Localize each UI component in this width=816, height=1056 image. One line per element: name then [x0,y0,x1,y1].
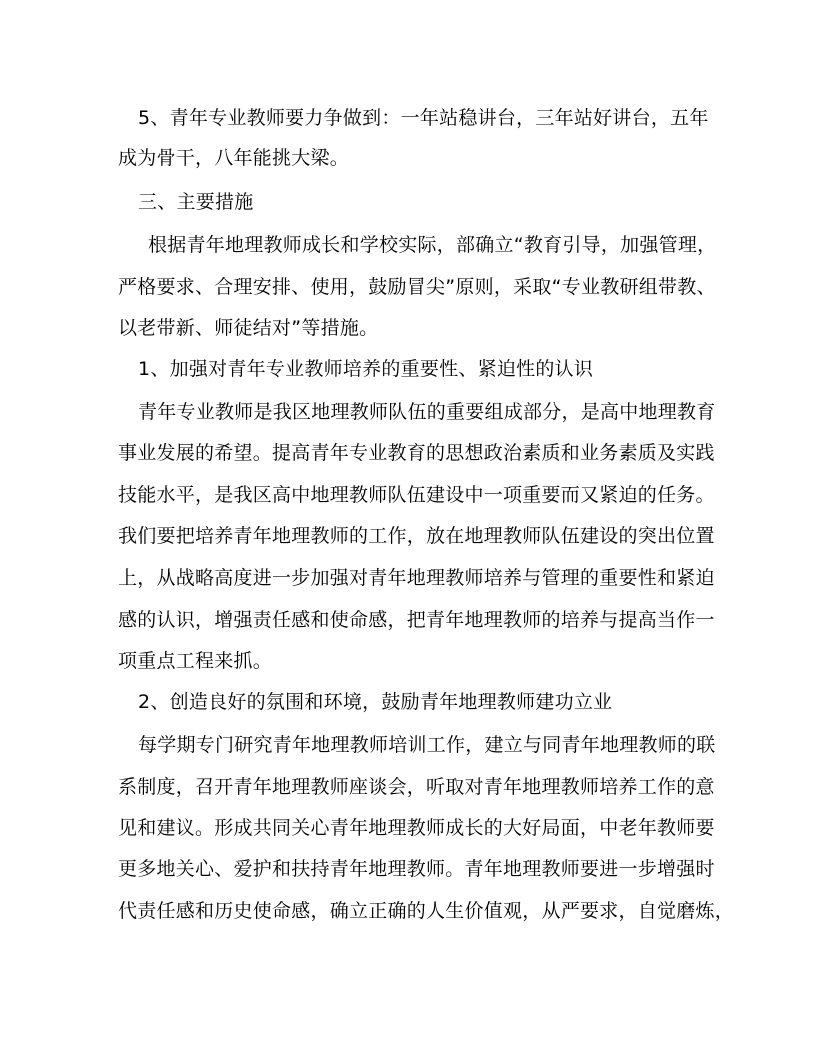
text-line: 青年专业教师是我区地理教师队伍的重要组成部分，是高中地理教育 [138,401,716,423]
text-line: 更多地关心、爱护和扶持青年地理教师。青年地理教师要进一步增强时 [118,858,715,880]
text-line: 每学期专门研究青年地理教师培训工作，建立与同青年地理教师的联 [138,734,716,756]
text-line: 成为骨干，八年能挑大梁。 [118,147,350,169]
text-line: 项重点工程来抓。 [118,650,273,672]
text-line: 我们要把培养青年地理教师的工作，放在地理教师队伍建设的突出位置 [118,525,715,547]
text-line: 感的认识，增强责任感和使命感，把青年地理教师的培养与提高当作一 [118,609,715,631]
text-line: 事业发展的希望。提高青年专业教育的思想政治素质和业务素质及实践 [118,442,715,464]
text-line: 上，从战略高度进一步加强对青年地理教师培养与管理的重要性和紧迫 [118,567,715,589]
text-line: 技能水平，是我区高中地理教师队伍建设中一项重要而又紧迫的任务。 [118,484,715,506]
text-line: 以老带新、师徒结对”等措施。 [118,317,379,339]
section-heading: 三、主要措施 [138,191,254,213]
text-line: 见和建议。形成共同关心青年地理教师成长的大好局面，中老年教师要 [118,817,715,839]
text-line: 系制度，召开青年地理教师座谈会，听取对青年地理教师培养工作的意 [118,776,715,798]
text-line: 5、青年专业教师要力争做到：一年站稳讲台，三年站好讲台，五年 [138,107,709,129]
text-line: 代责任感和历史使命感，确立正确的人生价值观，从严要求，自觉磨炼， [118,900,735,922]
text-line: 严格要求、合理安排、使用，鼓励冒尖”原则，采取“专业教研组带教、 [118,276,716,298]
text-line: 根据青年地理教师成长和学校实际，部确立“教育引导，加强管理， [148,234,717,256]
subsection-heading: 1、加强对青年专业教师培养的重要性、紧迫性的认识 [138,358,594,380]
subsection-heading: 2、创造良好的氛围和环境，鼓励青年地理教师建功立业 [138,691,613,713]
